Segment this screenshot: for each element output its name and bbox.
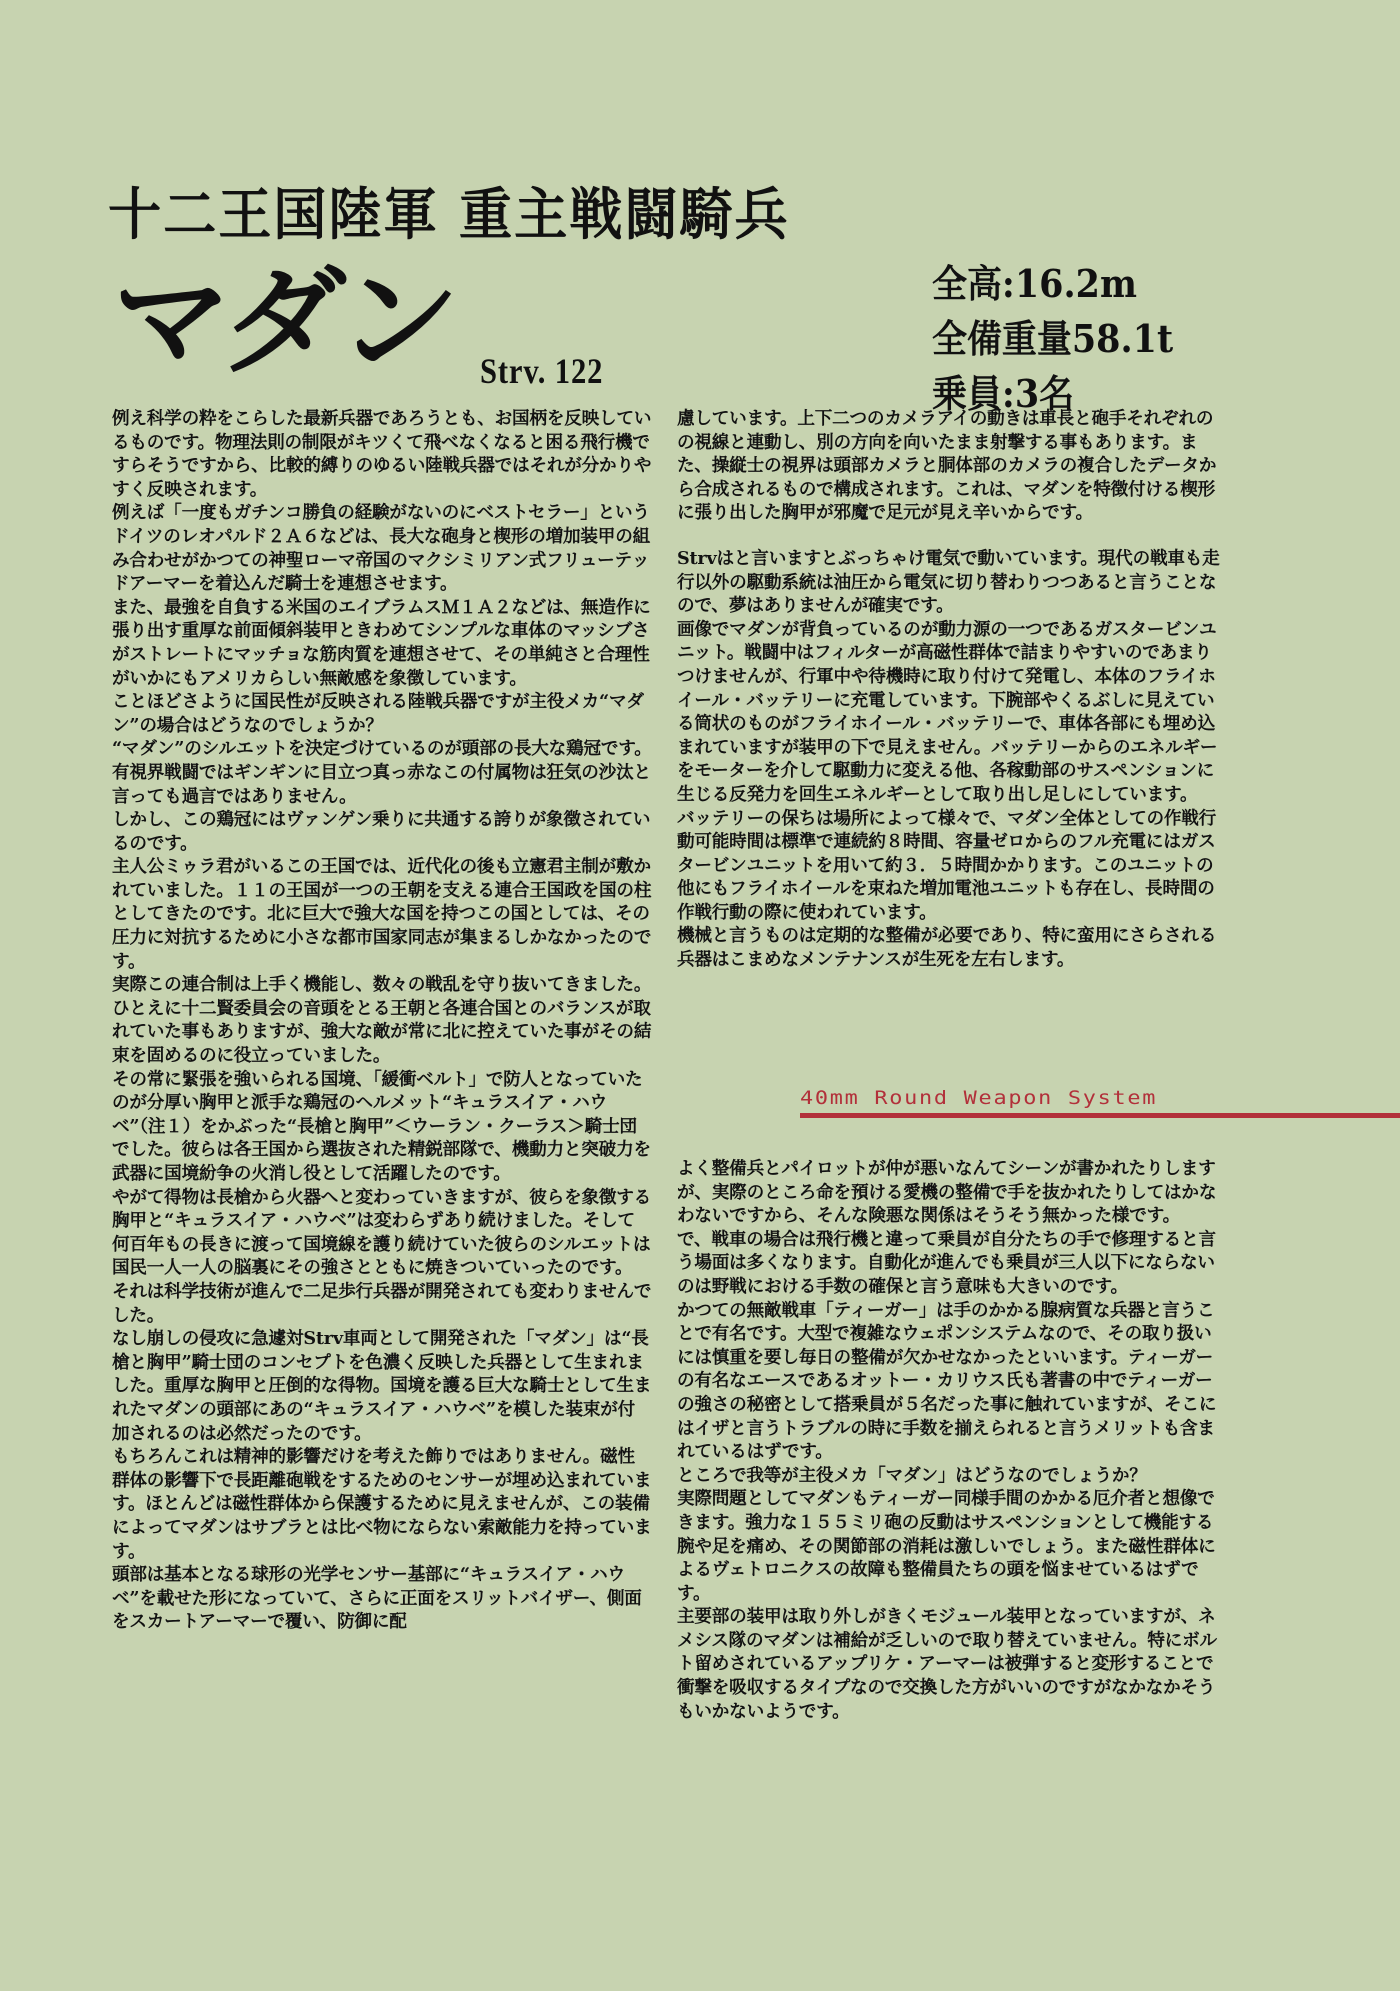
- paragraph: かつての無敵戦車「ティーガー」は手のかかる腺病質な兵器と言うことで有名です。大型で複雑なウェポンシステムなので、その取り扱いには慎重を要し毎日の整備が欠かせなかったといいます。ティーガーの有名なエースであるオットー・カリウス氏も著書の中でティーガーの強さの秘密として搭乗員が５名だった事に触れていますが、そこにはイザと言うトラブルの時に手数を揃えられると言うメリットも含まれているはずです。: [677, 1299, 1217, 1463]
- paragraph: で、戦車の場合は飛行機と違って乗員が自分たちの手で修理すると言う場面は多くなります。自動化が進んでも乗員が三人以下にならないのは野戦における手数の確保と言う意味も大きいのです。: [677, 1228, 1216, 1297]
- paragraph: バッテリーの保ちは場所によって様々で、マダン全体としての作戦行動可能時間は標準で連続約８時間、容量ゼロからのフル充電にはガスタービンユニットを用いて約３．５時間かかります。このユニットの他にもフライホイールを束ねた増加電池ユニットも存在し、長時間の作戦行動の際に使われています。: [677, 807, 1217, 923]
- paragraph: それは科学技術が進んで二足歩行兵器が開発されても変わりませんでした。: [112, 1280, 652, 1326]
- paragraph: Strvはと言いますとぶっちゃけ電気で動いています。現代の戦車も走行以外の駆動系統は油圧から電気に切り替わりつつあると言うことなので、夢はありませんが確実です。: [677, 547, 1220, 617]
- paragraph: しかし、この鶏冠にはヴァンゲン乗りに共通する誇りが象徴されているのです。: [112, 809, 651, 854]
- paragraph: 画像でマダンが背負っているのが動力源の一つであるガスタービンユニット。戦闘中はフィルターが高磁性群体で詰まりやすいのであまりつけませんが、行軍中や待機時に取り付けて発電し、本体のフライホイール・バッテリーに充電しています。下腕部やくるぶしに見えている筒状のものがフライホイール・バッテリーで、車体各部にも埋め込まれていますが装甲の下で見えません。バッテリーからのエネルギーをモーターを介して駆動力に変える他、各稼動部のサスペンションに生じる反発力を回生エネルギーとして取り出し足しにしています。: [677, 618, 1218, 805]
- paragraph: また、最強を自負する米国のエイブラムスＭ１Ａ２などは、無造作に張り出す重厚な前面傾斜装甲ときわめてシンプルな車体のマッシブさがストレートにマッチョな筋肉質を連想させて、その単純さと合理性がいかにもアメリカらしい無敵感を象徴しています。: [112, 596, 651, 689]
- paragraph: 例えば「一度もガチンコ勝負の経験がないのにベストセラー」というドイツのレオパルド２Ａ６などは、長大な砲身と楔形の増加装甲の組み合わせがかつての神聖ローマ帝国のマクシミリアン式フリューテッドアーマーを着込んだ騎士を連想させます。: [112, 502, 650, 595]
- paragraph: 頭部は基本となる球形の光学センサー基部に“キュラスイア・ハウベ”を載せた形になっていて、さらに正面をスリットバイザー、側面をスカートアーマーで覆い、防御に配: [112, 1564, 642, 1633]
- model-designation: Strv. 122: [480, 351, 604, 391]
- paragraph: ところで我等が主役メカ「マダン」はどうなのでしょうか？: [677, 1464, 1147, 1486]
- weapon-system-caption: 40mm Round Weapon System: [800, 1087, 1158, 1109]
- section-heading: 十二王国陸軍 重主戦闘騎兵: [108, 183, 790, 248]
- spec-crew: 乗員:3名: [932, 371, 1075, 416]
- mecha-name-title: マダン: [102, 252, 461, 390]
- paragraph: 例え科学の粋をこらした最新兵器であろうとも、お国柄を反映しているものです。物理法則の制限がキツくて飛べなくなると困る飛行機ですらそうですから、比較的縛りのゆるい陸戦兵器ではそれが分かりやすく反映されます。: [112, 408, 652, 500]
- paragraph: ことほどさように国民性が反映される陸戦兵器ですが主役メカ“マダン”の場合はどうなのでしょうか？: [112, 691, 644, 736]
- paragraph-gap: [677, 525, 1222, 547]
- spec-height: 全高:16.2m: [932, 261, 1137, 306]
- paragraph: やがて得物は長槍から火器へと変わっていきますが、彼らを象徴する胸甲と“キュラスイア・ハウベ”は変わらずあり続けました。そして何百年もの長きに渡って国境線を護り続けていた彼らのシルエットは国民一人一人の脳裏にその強さとともに焼きついていったのです。: [112, 1186, 652, 1279]
- paragraph: 実際問題としてマダンもティーガー同様手間のかかる厄介者と想像できます。強力な１５５ミリ砲の反動はサスペンションとして機能する腕や足を痛め、その関節部の消耗は激しいでしょう。また磁性群体によるヴェトロニクスの故障も整備員たちの頭を悩ませているはずです。: [677, 1488, 1216, 1604]
- spec-list: [932, 256, 1173, 421]
- paragraph: 主要部の装甲は取り外しがきくモジュール装甲となっていますが、ネメシス隊のマダンは補給が乏しいので取り替えていません。特にボルト留めされているアップリケ・アーマーは被弾すると変形することで衝撃を吸収するタイプなので交換した方がいいのですがなかなかそうもいかないようです。: [677, 1606, 1217, 1722]
- article-column-left: [112, 407, 652, 1634]
- article-column-right-bottom: [677, 1157, 1222, 1723]
- article-column-right-top: [677, 407, 1222, 972]
- caption-underline-divider: [800, 1113, 1400, 1118]
- paragraph: 実際この連合制は上手く機能し、数々の戦乱を守り抜いてきました。ひとえに十二賢委員会の音頭をとる王朝と各連合国とのバランスが取れていた事もありますが、強大な敵が常に北に控えていた事がその結束を固めるのに役立っていました。: [112, 974, 652, 1067]
- paragraph: 慮しています。上下二つのカメラアイの動きは車長と砲手それぞれのの視線と連動し、別の方向を向いたまま射撃する事もあります。また、操縦士の視界は頭部カメラと胴体部のカメラの複合したデータから合成されるもので構成されます。これは、マダンを特徴付ける楔形に張り出した胸甲が邪魔で足元が見え辛いからです。: [677, 408, 1217, 524]
- paragraph: その常に緊張を強いられる国境、「緩衝ベルト」で防人となっていたのが分厚い胸甲と派手な鶏冠のヘルメット“キュラスイア・ハウベ”（注１）をかぶった“長槍と胸甲”＜ウーラン・クーラス＞騎士団でした。彼らは各王国から選抜された精鋭部隊で、機動力と突破力を武器に国境紛争の火消し役として活躍したのです。: [112, 1068, 651, 1184]
- paragraph: “マダン”のシルエットを決定づけているのが頭部の長大な鶏冠です。有視界戦闘ではギンギンに目立つ真っ赤なこの付属物は狂気の沙汰と言っても過言ではありません。: [112, 738, 652, 807]
- paragraph: なし崩しの侵攻に急遽対Strv車両として開発された「マダン」は“長槍と胸甲”騎士団のコンセプトを色濃く反映した兵器として生まれました。重厚な胸甲と圧倒的な得物。国境を護る巨大な騎士として生まれたマダンの頭部にあの“キュラスイア・ハウベ”を模した装束が付加されるのは必然だったのです。: [112, 1328, 652, 1444]
- spec-weight: 全備重量58.1t: [932, 316, 1174, 361]
- paragraph: 機械と言うものは定期的な整備が必要であり、特に蛮用にさらされる兵器はこまめなメンテナンスが生死を左右します。: [677, 925, 1217, 971]
- paragraph: もちろんこれは精神的影響だけを考えた飾りではありません。磁性群体の影響下で長距離砲戦をするためのセンサーが埋め込まれています。ほとんどは磁性群体から保護するために見えませんが、この装備によってマダンはサブラとは比べ物にならない索敵能力を持っています。: [112, 1446, 652, 1562]
- paragraph: よく整備兵とパイロットが仲が悪いなんてシーンが書かれたりしますが、実際のところ命を預ける愛機の整備で手を抜かれたりしてはかなわないですから、そんな険悪な関係はそうそう無かった様です。: [677, 1158, 1217, 1227]
- paragraph: 主人公ミゥラ君がいるこの王国では、近代化の後も立憲君主制が敷かれていました。１１の王国が一つの王朝を支える連合王国政を国の柱としてきたのです。北に巨大で強大な国を持つこの国としては、その圧力に対抗するために小さな都市国家同志が集まるしかなかったのです。: [112, 856, 652, 972]
